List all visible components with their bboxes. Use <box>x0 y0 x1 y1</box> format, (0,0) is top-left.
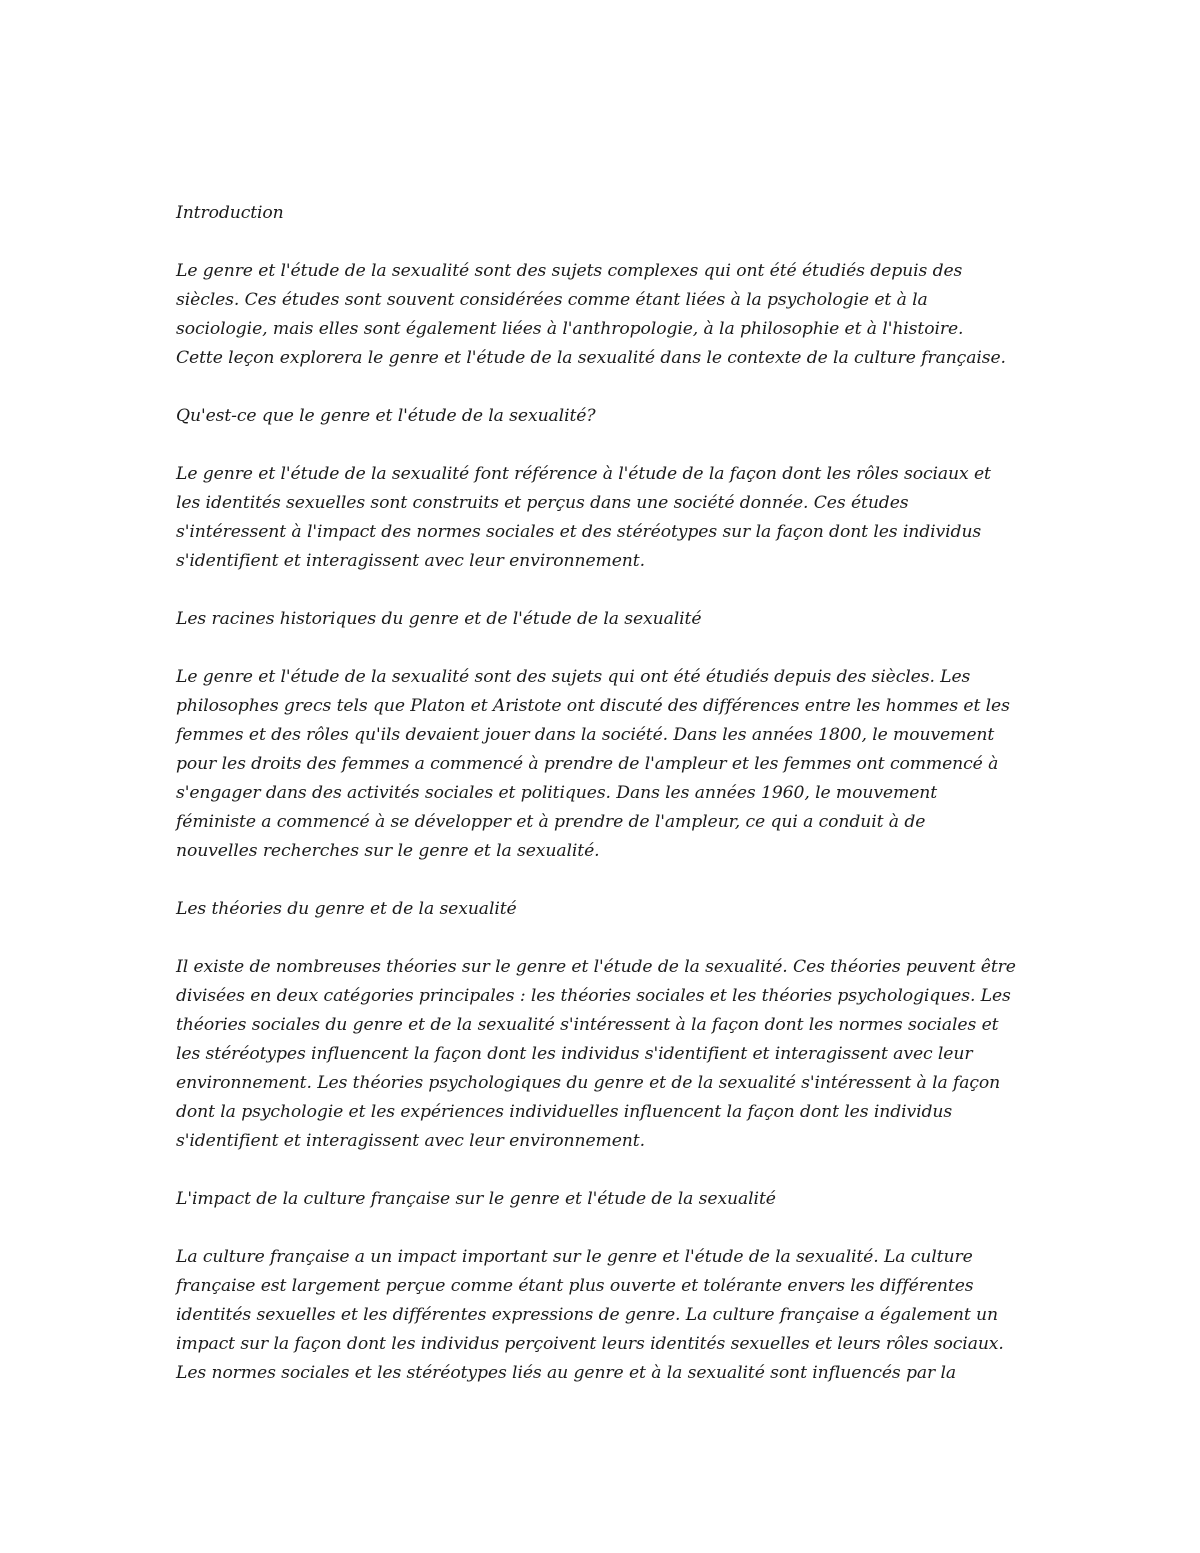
text-line: féministe a commencé à se développer et à prendre de l'ampleur, ce qui a conduit à de <box>176 812 926 832</box>
text-line: Qu'est-ce que le genre et l'étude de la sexualité? <box>176 406 596 426</box>
text-line: Le genre et l'étude de la sexualité sont des sujets complexes qui ont été étudiés depuis des <box>176 261 963 281</box>
text-line: impact sur la façon dont les individus perçoivent leurs identités sexuelles et leurs rôles sociaux. <box>176 1334 1004 1354</box>
text-line: pour les droits des femmes a commencé à prendre de l'ampleur et les femmes ont commencé à <box>176 754 999 774</box>
text-line: s'engager dans des activités sociales et politiques. Dans les années 1960, le mouvement <box>176 783 938 803</box>
text-line: française est largement perçue comme étant plus ouverte et tolérante envers les différentes <box>176 1276 974 1296</box>
text-line: Les théories du genre et de la sexualité <box>176 899 517 919</box>
text-line: Cette leçon explorera le genre et l'étude de la sexualité dans le contexte de la culture française. <box>176 348 1006 368</box>
text-line: divisées en deux catégories principales : les théories sociales et les théories psychologiques. Les <box>176 986 1011 1006</box>
text-line: Il existe de nombreuses théories sur le genre et l'étude de la sexualité. Ces théories peuvent être <box>176 957 1016 977</box>
text-line: environnement. Les théories psychologiques du genre et de la sexualité s'intéressent à la façon <box>176 1073 1001 1093</box>
text-line: siècles. Ces études sont souvent considérées comme étant liées à la psychologie et à la <box>176 290 928 310</box>
section-heading-history <box>176 605 1036 634</box>
text-line: dont la psychologie et les expériences individuelles influencent la façon dont les individus <box>176 1102 953 1122</box>
section-heading-french-culture <box>176 1185 1036 1214</box>
text-line: Le genre et l'étude de la sexualité sont des sujets qui ont été étudiés depuis des siècles. Les <box>176 667 971 687</box>
text-line: La culture française a un impact important sur le genre et l'étude de la sexualité. La culture <box>176 1247 973 1267</box>
text-line: Introduction <box>176 203 284 223</box>
text-line: L'impact de la culture française sur le genre et l'étude de la sexualité <box>176 1189 776 1209</box>
intro-paragraph <box>176 257 1036 373</box>
text-line: sociologie, mais elles sont également liées à l'anthropologie, à la philosophie et à l'histoire. <box>176 319 964 339</box>
text-line: théories sociales du genre et de la sexualité s'intéressent à la façon dont les normes sociales et <box>176 1015 999 1035</box>
section-heading-definition <box>176 402 1036 431</box>
text-line: les identités sexuelles sont construits et perçus dans une société donnée. Ces études <box>176 493 909 513</box>
text-line: identités sexuelles et les différentes expressions de genre. La culture française a également un <box>176 1305 998 1325</box>
section-heading-theories <box>176 895 1036 924</box>
text-line: s'identifient et interagissent avec leur environnement. <box>176 551 645 571</box>
french-culture-paragraph <box>176 1243 1036 1388</box>
text-line: nouvelles recherches sur le genre et la sexualité. <box>176 841 600 861</box>
text-line: Les racines historiques du genre et de l'étude de la sexualité <box>176 609 702 629</box>
text-line: Les normes sociales et les stéréotypes liés au genre et à la sexualité sont influencés par la <box>176 1363 957 1383</box>
section-heading-introduction <box>176 199 1036 228</box>
text-line: femmes et des rôles qu'ils devaient jouer dans la société. Dans les années 1800, le mouvement <box>176 725 995 745</box>
text-line: philosophes grecs tels que Platon et Aristote ont discuté des différences entre les hommes et les <box>176 696 1010 716</box>
document-body <box>176 199 1036 1417</box>
text-line: Le genre et l'étude de la sexualité font référence à l'étude de la façon dont les rôles sociaux et <box>176 464 991 484</box>
text-line: s'intéressent à l'impact des normes sociales et des stéréotypes sur la façon dont les individus <box>176 522 982 542</box>
theories-paragraph <box>176 953 1036 1156</box>
history-paragraph <box>176 663 1036 866</box>
definition-paragraph <box>176 460 1036 576</box>
text-line: les stéréotypes influencent la façon dont les individus s'identifient et interagissent avec leur <box>176 1044 973 1064</box>
text-line: s'identifient et interagissent avec leur environnement. <box>176 1131 645 1151</box>
